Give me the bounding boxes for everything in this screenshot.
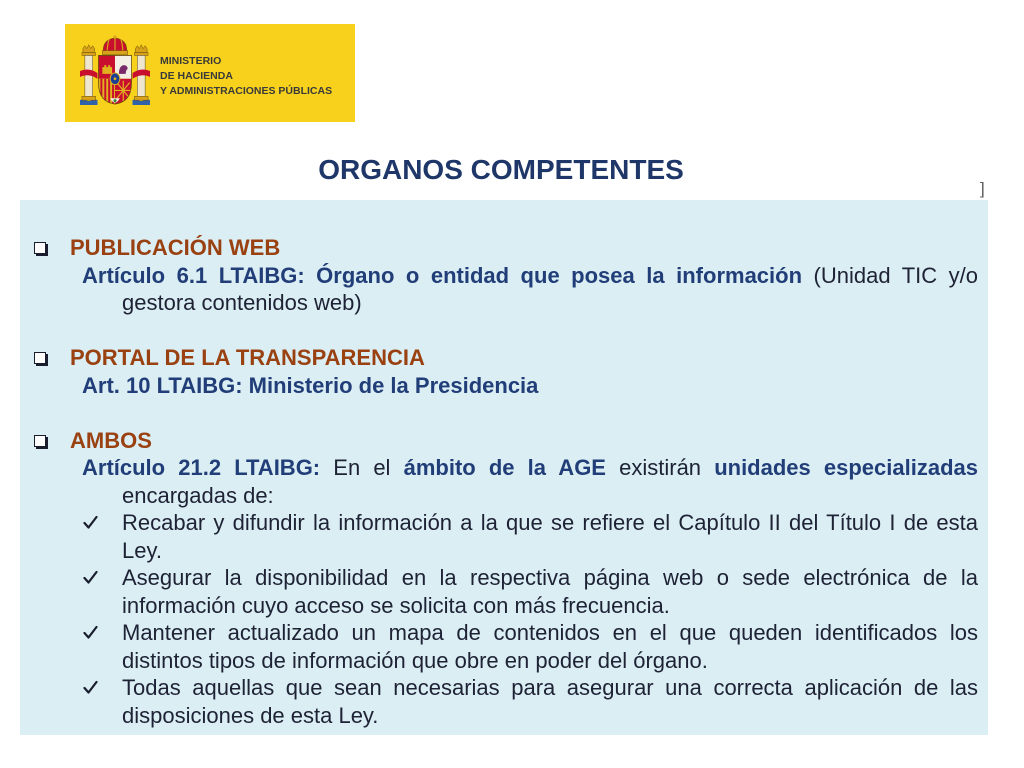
ministry-name xyxy=(160,54,332,99)
list-item xyxy=(20,564,978,619)
body-text: (Unidad TIC y/o gestora contenidos web) xyxy=(122,262,978,315)
section-body xyxy=(20,372,978,400)
shadowed-square-icon xyxy=(34,352,46,364)
content-panel xyxy=(20,200,988,735)
shadowed-square-icon xyxy=(34,435,46,447)
list-item xyxy=(20,674,978,729)
list-item-text: Asegurar la disponibilidad en la respectiva página web o sede electrónica de la información cuyo acceso se solicita con más frecuencia. xyxy=(122,565,978,618)
legal-reference: Artículo 21.2 LTAIBG: xyxy=(82,455,321,480)
ministry-name-line: Y ADMINISTRACIONES PÚBLICAS xyxy=(160,85,333,97)
list-item-text: Recabar y difundir la información a la que se refiere el Capítulo II del Título I de esta Ley. xyxy=(122,510,978,563)
emphasis-text: ámbito de la AGE xyxy=(403,455,606,480)
body-text: encargadas de: xyxy=(122,482,274,508)
ministry-name-line: DE HACIENDA xyxy=(160,70,233,82)
list-item xyxy=(20,509,978,564)
section-heading-text: AMBOS xyxy=(70,427,152,453)
emphasis-text: unidades especializadas xyxy=(714,455,978,480)
shadowed-square-icon xyxy=(34,242,46,254)
section-heading xyxy=(20,427,978,455)
legal-reference: Artículo 6.1 LTAIBG: Órgano o entidad que posea la información xyxy=(82,262,803,288)
section-heading-text: PORTAL DE LA TRANSPARENCIA xyxy=(70,345,425,370)
section-heading-text: PUBLICACIÓN WEB xyxy=(70,235,281,260)
section-body xyxy=(20,262,978,317)
legal-reference: Art. 10 LTAIBG: Ministerio de la Presidencia xyxy=(82,372,539,398)
list-item-text: Todas aquellas que sean necesarias para asegurar una correcta aplicación de las disposiciones de esta Ley. xyxy=(122,675,978,728)
section-body xyxy=(20,454,978,509)
coat-of-arms-icon xyxy=(80,34,150,108)
check-mark-icon xyxy=(83,570,98,585)
list-item xyxy=(20,619,978,674)
duties-checklist xyxy=(20,509,978,729)
corner-mark: ] xyxy=(980,179,985,198)
check-mark-icon xyxy=(83,680,98,695)
section-heading xyxy=(20,234,978,262)
ministry-logo xyxy=(65,24,355,122)
body-text: En el xyxy=(333,455,391,480)
ministry-name-line: MINISTERIO xyxy=(160,55,222,67)
section-publicacion-web xyxy=(20,234,978,317)
section-heading xyxy=(20,344,978,372)
section-ambos xyxy=(20,427,978,730)
check-mark-icon xyxy=(83,515,98,530)
slide-title: ORGANOS COMPETENTES xyxy=(318,154,684,185)
body-text: existirán xyxy=(619,455,702,480)
check-mark-icon xyxy=(83,625,98,640)
list-item-text: Mantener actualizado un mapa de contenidos en el que queden identificados los distintos tipos de información que obre en poder del órgano. xyxy=(122,620,978,673)
section-portal-transparencia xyxy=(20,344,978,399)
